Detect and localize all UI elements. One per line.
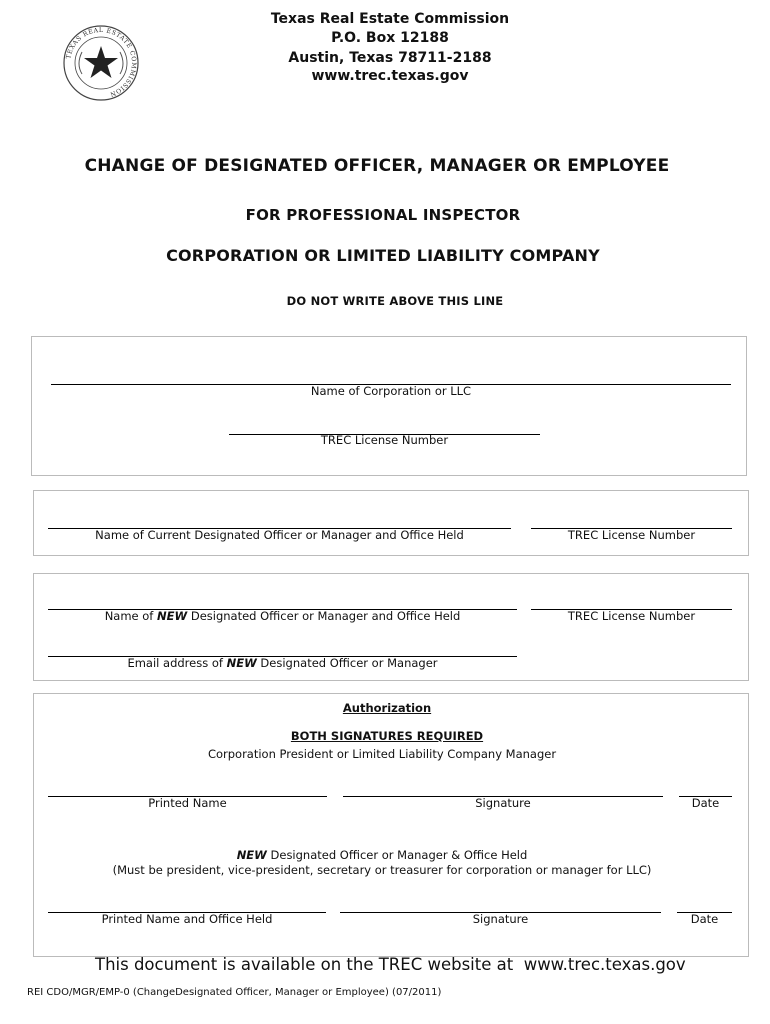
both-signatures-required: BOTH SIGNATURES REQUIRED xyxy=(290,729,484,743)
form-subtitle-2: CORPORATION OR LIMITED LIABILITY COMPANY xyxy=(166,246,600,265)
po-box: P.O. Box 12188 xyxy=(331,30,449,46)
section-current-officer xyxy=(33,490,749,556)
date2-label: Date xyxy=(690,912,719,926)
email-label: Email address of NEW Designated Officer or Manager xyxy=(127,656,438,670)
current-license-label: TREC License Number xyxy=(567,528,696,542)
printed-name-office-label: Printed Name and Office Held xyxy=(101,912,273,926)
svg-text:TEXAS REAL ESTATE COMMISSION: TEXAS REAL ESTATE COMMISSION xyxy=(65,26,138,98)
entity-license-label: TREC License Number xyxy=(320,433,449,447)
org-name: Texas Real Estate Commission xyxy=(270,11,510,27)
authorization-heading: Authorization xyxy=(342,701,432,715)
website: www.trec.texas.gov xyxy=(311,68,469,84)
form-title: CHANGE OF DESIGNATED OFFICER, MANAGER OR EMPLOYEE xyxy=(84,156,670,176)
city-address: Austin, Texas 78711-2188 xyxy=(288,50,492,66)
date-label: Date xyxy=(691,796,720,810)
president-line-label: Corporation President or Limited Liability Company Manager xyxy=(207,747,557,761)
printed-name-label: Printed Name xyxy=(148,796,227,810)
entity-name-label: Name of Corporation or LLC xyxy=(310,384,472,398)
form-subtitle-1: FOR PROFESSIONAL INSPECTOR xyxy=(245,206,521,224)
new-license-label: TREC License Number xyxy=(567,609,696,623)
signature-label: Signature xyxy=(475,796,531,810)
do-not-write-notice: DO NOT WRITE ABOVE THIS LINE xyxy=(286,294,504,308)
trec-seal xyxy=(62,24,140,102)
signature2-label: Signature xyxy=(472,912,529,926)
current-officer-label: Name of Current Designated Officer or Manager and Office Held xyxy=(95,528,464,542)
form-id: REI CDO/MGR/EMP-0 (ChangeDesignated Officer, Manager or Employee) (07/2011) xyxy=(27,987,442,998)
must-be-note: (Must be president, vice-president, secretary or treasurer for corporation or manager for LLC) xyxy=(112,863,652,877)
section-entity xyxy=(31,336,747,476)
new-officer-heading: NEW Designated Officer or Manager & Office Held xyxy=(236,848,528,862)
availability-note: This document is available on the TREC website at www.trec.texas.gov xyxy=(95,955,686,974)
new-officer-label: Name of NEW Designated Officer or Manager and Office Held xyxy=(104,609,461,623)
